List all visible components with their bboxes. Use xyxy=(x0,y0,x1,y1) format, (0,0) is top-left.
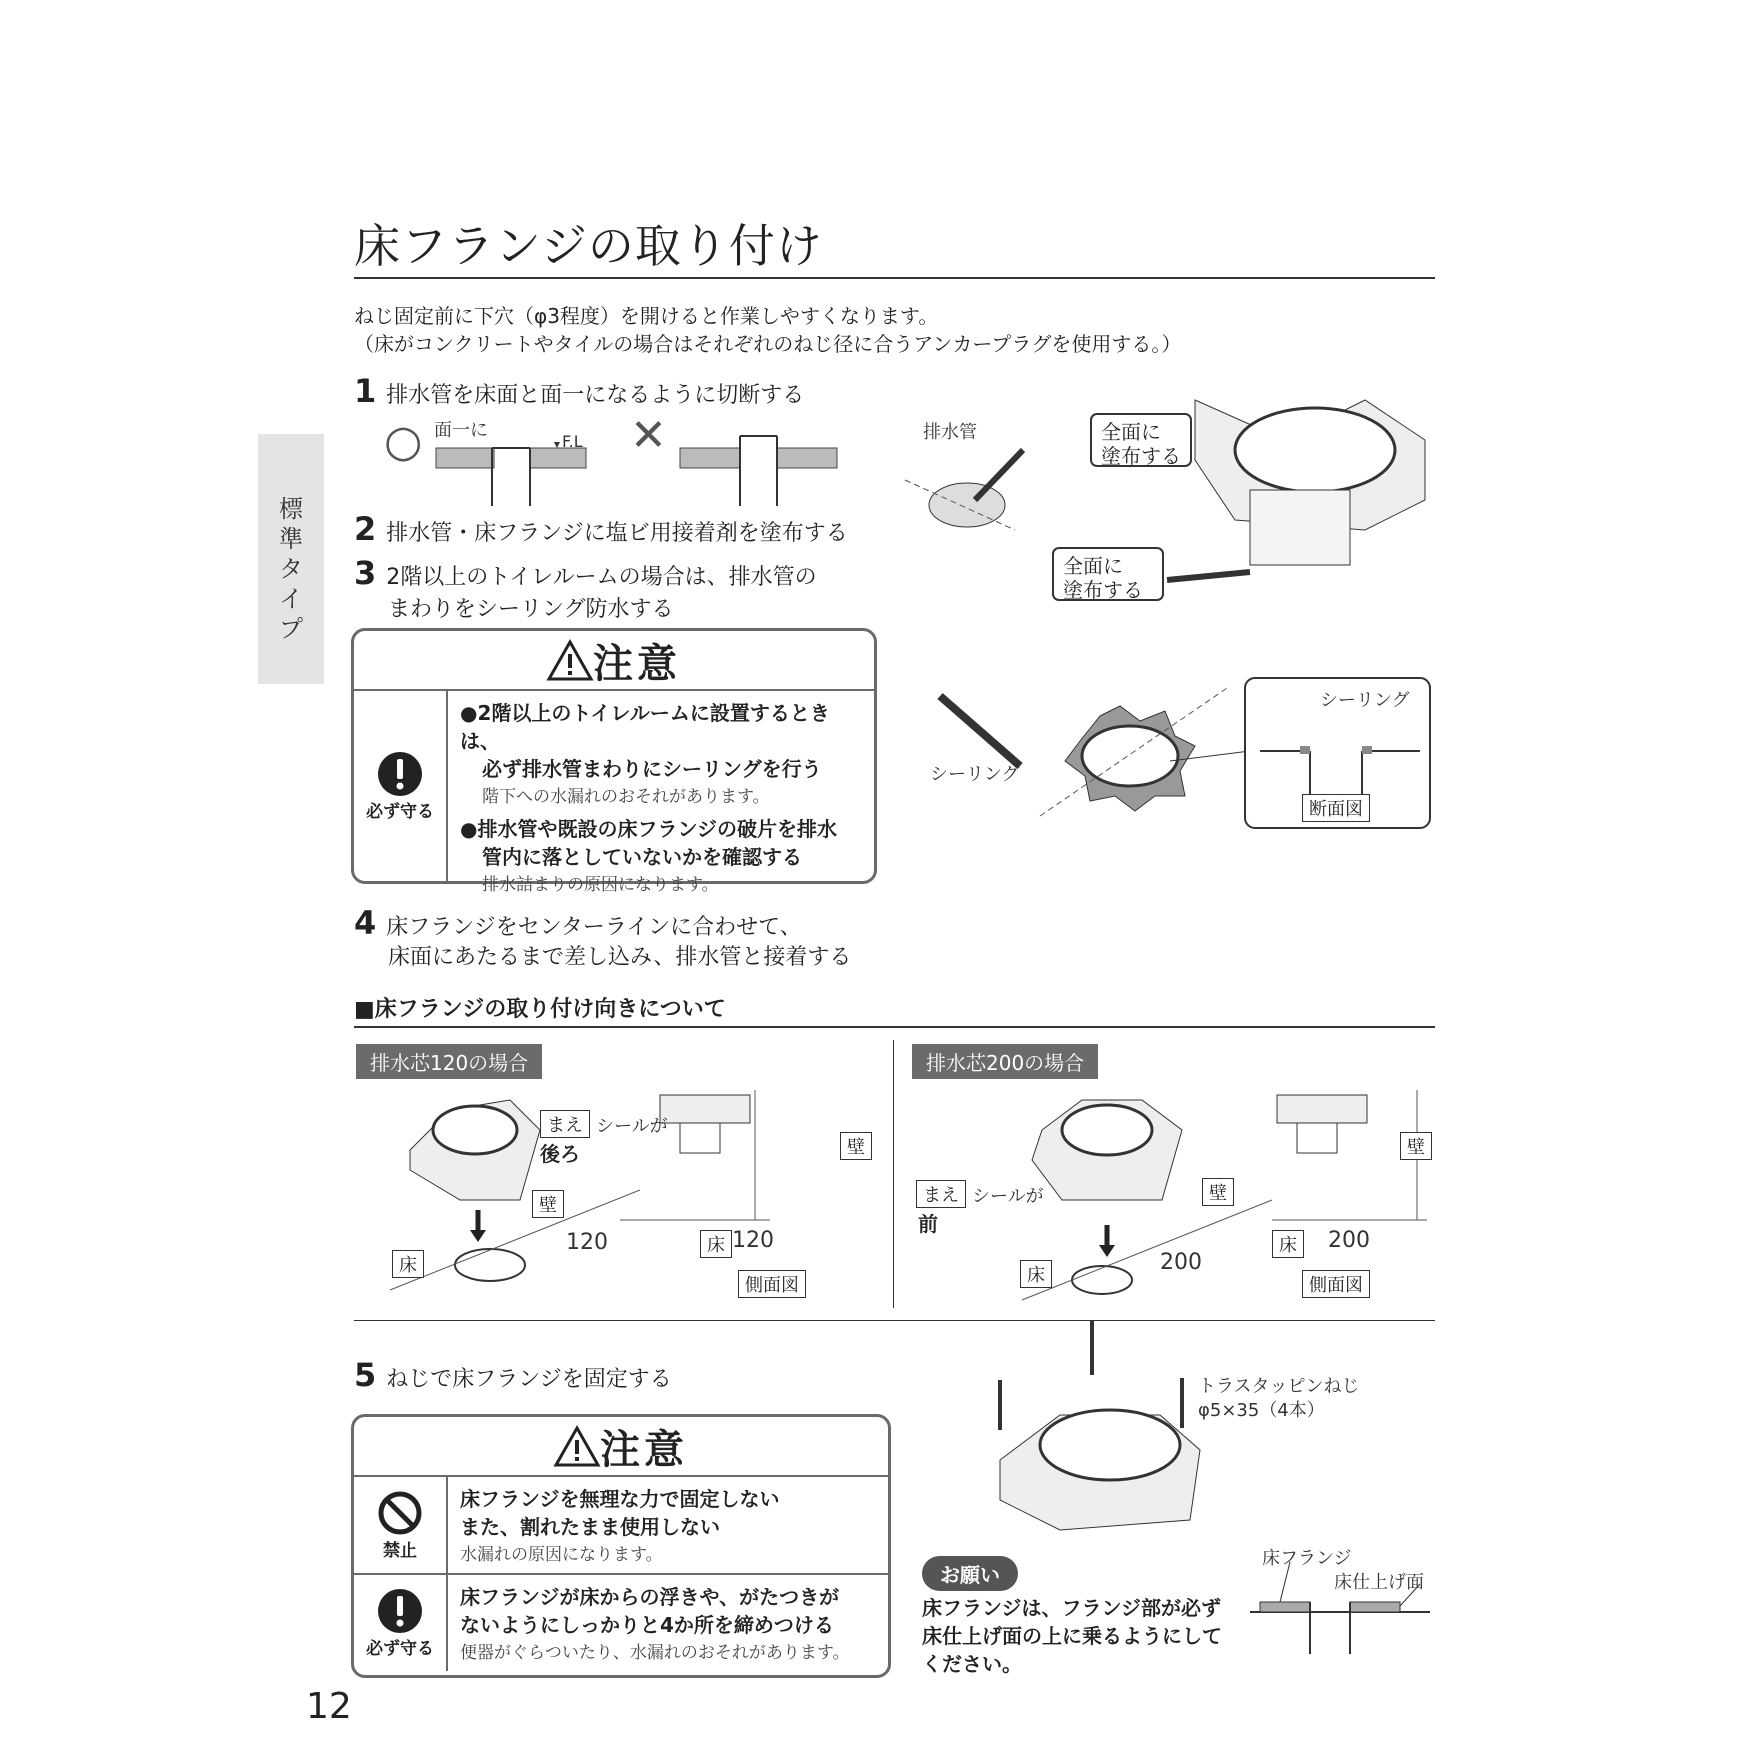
caution-2-row-2-line-1: 床フランジが床からの浮きや、がたつきが xyxy=(460,1585,840,1609)
caution-1-icon-cell xyxy=(354,691,448,881)
screw-label-line-1: トラスタッピンねじ xyxy=(1198,1376,1360,1397)
callout-1-line-1: 全面に xyxy=(1101,420,1161,444)
caution-2-row-1-line-2: また、割れたまま使用しない xyxy=(460,1515,720,1539)
exclamation-icon xyxy=(377,1588,423,1634)
seal-label-120: シールが xyxy=(596,1116,668,1137)
caution-2-row-2-text xyxy=(448,1575,888,1671)
flush-label: 面一に xyxy=(434,420,488,441)
step-5 xyxy=(354,1356,672,1394)
request-text xyxy=(922,1594,1222,1678)
caution-1-item-2-sub: 排水詰まりの原因になります。 xyxy=(482,875,719,895)
caution-2-row-1-text xyxy=(448,1477,888,1573)
caution-1-item-1-line-1: ●2階以上のトイレルームに設置するときは、 xyxy=(460,701,830,753)
step-5-number: 5 xyxy=(354,1356,377,1394)
ng-icon: ✕ xyxy=(630,410,667,461)
adhesive-drawing xyxy=(905,380,1435,610)
orientation-heading: ■床フランジの取り付け向きについて xyxy=(354,997,726,1022)
dimension-200: 200 xyxy=(1160,1250,1202,1275)
page-title: 床フランジの取り付け xyxy=(354,219,823,273)
step-2 xyxy=(354,510,848,548)
drain-120-tag: 排水芯120の場合 xyxy=(356,1044,542,1079)
wall-label-200: 壁 xyxy=(1202,1178,1234,1206)
section-view-label: 断面図 xyxy=(1302,794,1370,822)
step-1 xyxy=(354,372,804,410)
intro-line-1: ねじ固定前に下穴（φ3程度）を開けると作業しやすくなります。 xyxy=(354,304,939,328)
caution-2-row-1-sub: 水漏れの原因になります。 xyxy=(460,1545,663,1565)
floor-label-120: 床 xyxy=(392,1250,424,1278)
step-1-text: 排水管を床面と面一になるように切断する xyxy=(386,383,805,408)
step-2-number: 2 xyxy=(354,510,377,548)
step-4-number: 4 xyxy=(354,904,377,942)
step-5-text: ねじで床フランジを固定する xyxy=(386,1367,672,1392)
warning-triangle-icon xyxy=(554,1425,600,1467)
orientation-center-divider xyxy=(893,1040,894,1308)
drain-200-tag: 排水芯200の場合 xyxy=(912,1044,1098,1079)
caution-2-row-2-line-2: ないようにしっかりと4か所を締めつける xyxy=(460,1613,834,1637)
warning-triangle-icon xyxy=(547,639,593,681)
must-follow-label: 必ず守る xyxy=(366,801,434,822)
request-line-3: ください。 xyxy=(922,1652,1022,1676)
callout-2-line-1: 全面に xyxy=(1063,554,1123,578)
exclamation-icon xyxy=(377,751,423,797)
wall-label-120: 壁 xyxy=(532,1190,564,1218)
side-dimension-200: 200 xyxy=(1328,1228,1370,1253)
step-1-number: 1 xyxy=(354,372,377,410)
side-dimension-120: 120 xyxy=(732,1228,774,1253)
step-3 xyxy=(354,554,817,592)
caution-1-item-2-line-2: 管内に落としていないかを確認する xyxy=(482,845,802,869)
direction-back-label: 後ろ xyxy=(540,1142,580,1166)
drain-120-figure xyxy=(370,1090,890,1310)
callout-1-line-2: 塗布する xyxy=(1101,444,1181,468)
caution-2-row-1-line-1: 床フランジを無理な力で固定しない xyxy=(460,1487,780,1511)
screw-figure xyxy=(960,1320,1430,1550)
direction-front-label: 前 xyxy=(918,1212,938,1236)
orientation-divider xyxy=(354,1026,1435,1028)
flange-label: 床フランジ xyxy=(1262,1548,1352,1569)
step-3-number: 3 xyxy=(354,554,377,592)
callout-2-line-2: 塗布する xyxy=(1063,578,1143,602)
step-4-line-1: 床フランジをセンターラインに合わせて、 xyxy=(386,915,802,940)
sealing-figure xyxy=(930,676,1435,836)
floor-finish-label: 床仕上げ面 xyxy=(1334,1572,1424,1593)
caution-1-text xyxy=(448,691,874,895)
drain-pipe-label: 排水管 xyxy=(923,422,977,443)
step-3-line-1: 2階以上のトイレルームの場合は、排水管の xyxy=(386,565,817,590)
side-view-label-200: 側面図 xyxy=(1302,1270,1370,1298)
step-4-line-2: 床面にあたるまで差し込み、排水管と接着する xyxy=(388,945,852,970)
request-line-2: 床仕上げ面の上に乗るようにして xyxy=(922,1624,1222,1648)
prohibited-icon xyxy=(377,1490,423,1536)
step-3-line-2: まわりをシーリング防水する xyxy=(388,597,674,622)
mae-label-120: まえ xyxy=(540,1110,590,1138)
title-divider xyxy=(354,277,1435,279)
step-4 xyxy=(354,904,802,942)
pipe-cut-figure xyxy=(384,410,844,506)
caution-1-item-1-line-2: 必ず排水管まわりにシーリングを行う xyxy=(482,757,822,781)
caution-2-row-2-sub: 便器がぐらついたり、水漏れのおそれがあります。 xyxy=(460,1643,850,1663)
prohibited-label: 禁止 xyxy=(383,1540,417,1561)
caution-2-icon-cell-1 xyxy=(354,1477,448,1573)
caution-1-item-2-line-1: ●排水管や既設の床フランジの破片を排水 xyxy=(460,817,837,841)
screw-drawing xyxy=(960,1320,1430,1550)
intro-line-2: （床がコンクリートやタイルの場合はそれぞれのねじ径に合うアンカープラグを使用する。） xyxy=(354,332,1182,356)
sealing-label: シーリング xyxy=(930,764,1020,785)
side-floor-label-200: 床 xyxy=(1272,1230,1304,1258)
page-number: 12 xyxy=(306,1686,352,1727)
must-follow-label-2: 必ず守る xyxy=(366,1638,434,1659)
ok-icon: ○ xyxy=(384,416,423,467)
drain-200-figure xyxy=(912,1090,1432,1310)
request-badge: お願い xyxy=(922,1556,1018,1591)
caution-box-2 xyxy=(351,1414,891,1678)
seal-label-200: シールが xyxy=(972,1186,1044,1207)
step-2-text: 排水管・床フランジに塩ビ用接着剤を塗布する xyxy=(386,521,848,546)
request-line-1: 床フランジは、フランジ部が必ず xyxy=(922,1596,1221,1620)
screw-label-line-2: φ5×35（4本） xyxy=(1198,1400,1325,1421)
side-tab-label: 標準タイプ xyxy=(279,495,303,643)
caution-2-header xyxy=(354,1417,888,1477)
dimension-120: 120 xyxy=(566,1230,608,1255)
caution-box-1 xyxy=(351,628,877,895)
caution-2-icon-cell-2 xyxy=(354,1575,448,1671)
caution-2-heading: 注意 xyxy=(600,1426,688,1473)
caution-2-row-prohibit xyxy=(354,1477,888,1573)
caution-1-heading: 注意 xyxy=(593,640,681,687)
flange-section-figure xyxy=(1250,1544,1435,1654)
caution-1-header xyxy=(354,631,874,691)
caution-1-item-1-sub: 階下への水漏れのおそれがあります。 xyxy=(482,787,770,807)
side-wall-label-200: 壁 xyxy=(1400,1132,1432,1160)
caution-1-row xyxy=(354,691,874,895)
sealing-top-label: シーリング xyxy=(1320,690,1410,711)
side-floor-label-120: 床 xyxy=(700,1230,732,1258)
adhesive-figure xyxy=(905,380,1435,610)
side-view-label-120: 側面図 xyxy=(738,1270,806,1298)
caution-2-row-must xyxy=(354,1573,888,1671)
mae-label-200: まえ xyxy=(916,1180,966,1208)
floor-label-200: 床 xyxy=(1020,1260,1052,1288)
side-wall-label-120: 壁 xyxy=(840,1132,872,1160)
fl-label: F.L xyxy=(562,432,583,451)
side-tab xyxy=(258,434,324,684)
